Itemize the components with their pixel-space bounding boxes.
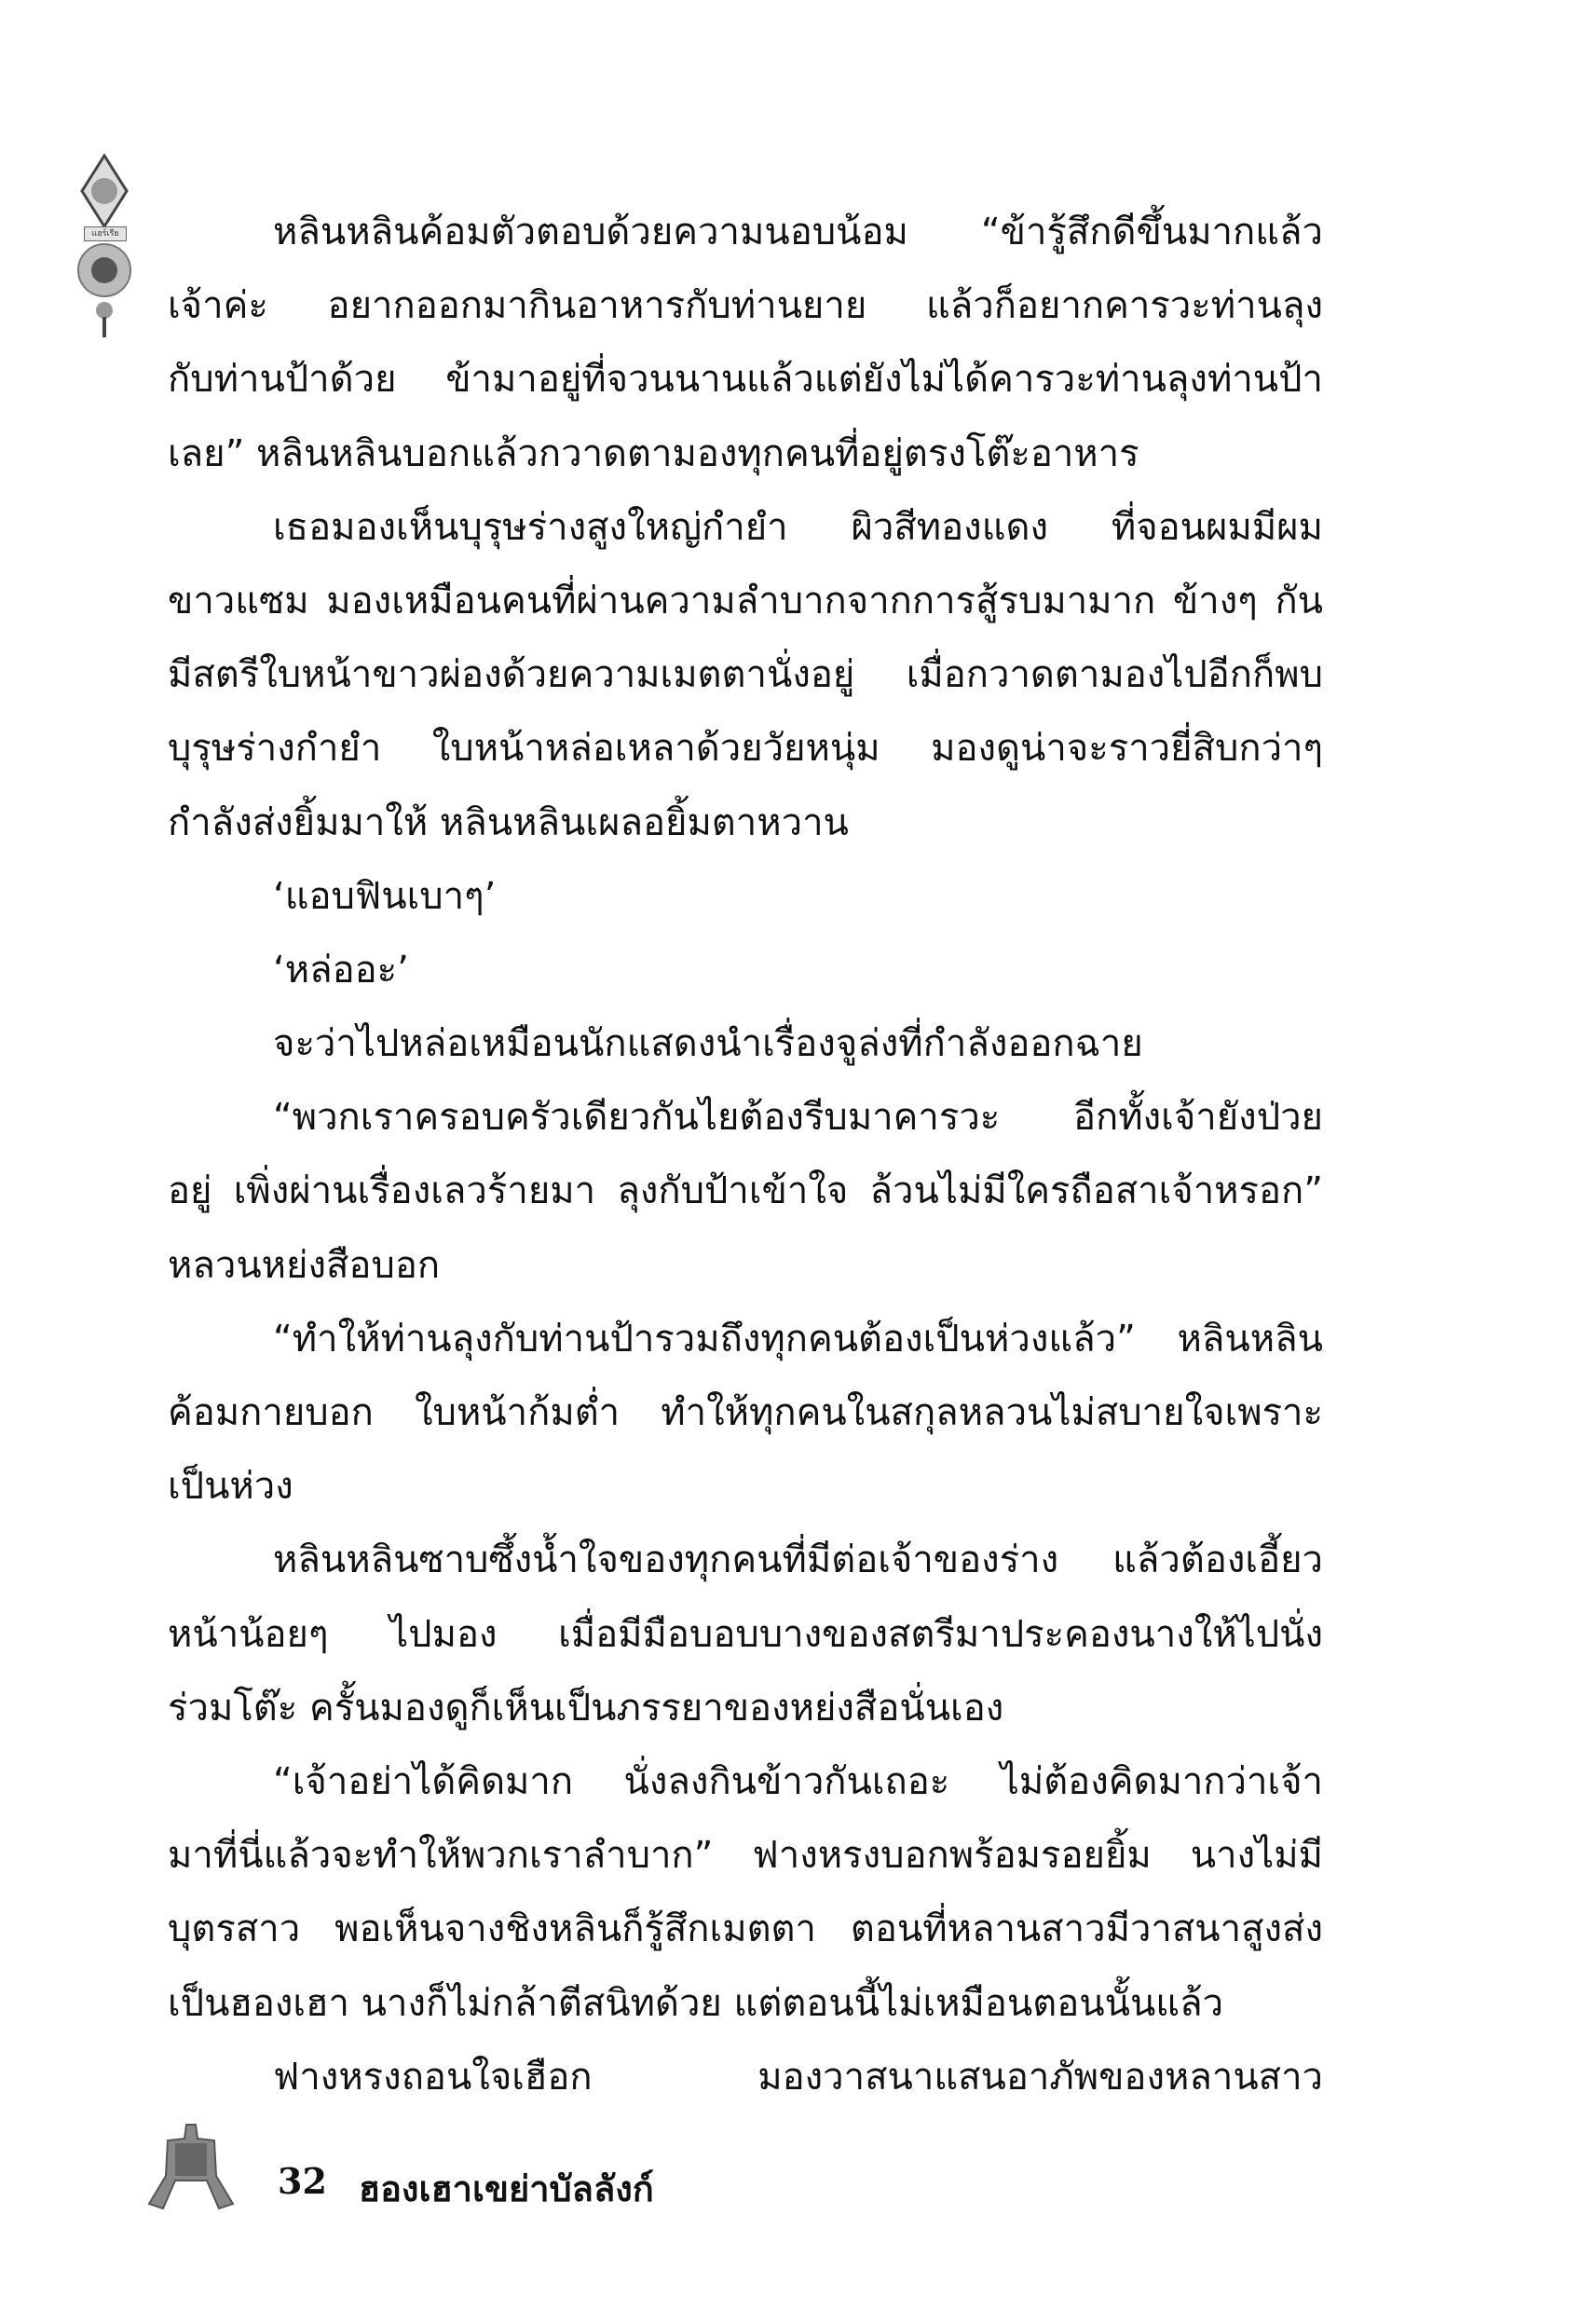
text-line: กำลังส่งยิ้มมาให้ หลินหลินเผลอยิ้มตาหวาน bbox=[168, 800, 849, 844]
text-line: บุรุษร่างกำยำ ใบหน้าหล่อเหลาด้วยวัยหนุ่ม มองดูน่าจะราวยี่สิบกว่าๆ bbox=[168, 727, 1323, 771]
text-line: มาที่นี่แล้วจะทำให้พวกเราลำบาก” ฟางหรงบอกพร้อมรอยยิ้ม นางไม่มี bbox=[168, 1834, 1323, 1878]
text-line: อยู่ เพิ่งผ่านเรื่องเลวร้ายมา ลุงกับป้าเข้าใจ ล้วนไม่มีใครถือสาเจ้าหรอก” bbox=[168, 1169, 1323, 1213]
text-line: หลินหลินซาบซึ้งน้ำใจของทุกคนที่มีต่อเจ้าของร่าง แล้วต้องเอี้ยว bbox=[273, 1538, 1323, 1582]
ornament-label: แฮร์เรีย bbox=[84, 226, 127, 241]
running-title: ฮองเฮาเขย่าบัลลังก์ bbox=[358, 2167, 654, 2209]
text-line: “พวกเราครอบครัวเดียวกันไยต้องรีบมาคารวะ อีกทั้งเจ้ายังป่วย bbox=[273, 1096, 1323, 1140]
text-line: เป็นห่วง bbox=[168, 1465, 293, 1509]
text-line: ขาวแซม มองเหมือนคนที่ผ่านความลำบากจากการสู้รบมามาก ข้างๆ กัน bbox=[168, 579, 1324, 622]
text-line: หลินหลินค้อมตัวตอบด้วยความนอบน้อม “ข้ารู้สึกดีขึ้นมากแล้ว bbox=[273, 211, 1323, 253]
text-line: มีสตรีใบหน้าขาวผ่องด้วยความเมตตานั่งอยู่ เมื่อกวาดตามองไปอีกก็พบ bbox=[168, 653, 1323, 697]
text-line: หลวนหย่งสือบอก bbox=[168, 1243, 441, 1287]
text-line: ฟางหรงถอนใจเฮือก มองวาสนาแสนอาภัพของหลานสาว bbox=[273, 2055, 1323, 2099]
text-line: เธอมองเห็นบุรุษร่างสูงใหญ่กำยำ ผิวสีทองแดง ที่จอนผมมีผม bbox=[273, 505, 1323, 549]
throne-ornament-icon bbox=[140, 2120, 242, 2213]
text-line: กับท่านป้าด้วย ข้ามาอยู่ที่จวนนานแล้วแต่ยังไม่ได้คารวะท่านลุงท่านป้า bbox=[168, 358, 1323, 402]
page-body-text bbox=[168, 196, 1323, 2114]
text-line: ‘แอบฟินเบาๆ’ bbox=[273, 874, 497, 918]
text-line: หน้าน้อยๆ ไปมอง เมื่อมีมือบอบบางของสตรีมาประคองนางให้ไปนั่ง bbox=[168, 1612, 1323, 1656]
text-line: ‘หล่ออะ’ bbox=[273, 948, 409, 991]
text-line: เจ้าค่ะ อยากออกมากินอาหารกับท่านยาย แล้วก็อยากคารวะท่านลุง bbox=[168, 284, 1323, 328]
text-line: “ทำให้ท่านลุงกับท่านป้ารวมถึงทุกคนต้องเป็นห่วงแล้ว” หลินหลิน bbox=[273, 1317, 1323, 1361]
text-line: ร่วมโต๊ะ ครั้นมองดูก็เห็นเป็นภรรยาของหย่งสือนั่นเอง bbox=[168, 1686, 1004, 1730]
page-footer bbox=[278, 2160, 654, 2217]
text-line: “เจ้าอย่าได้คิดมาก นั่งลงกินข้าวกันเถอะ ไม่ต้องคิดมากว่าเจ้า bbox=[273, 1759, 1323, 1803]
chapter-ornament-icon bbox=[67, 154, 142, 340]
text-line: บุตรสาว พอเห็นจางชิงหลินก็รู้สึกเมตตา ตอนที่หลานสาวมีวาสนาสูงส่ง bbox=[168, 1908, 1323, 1951]
text-line: ค้อมกายบอก ใบหน้าก้มต่ำ ทำให้ทุกคนในสกุลหลวนไม่สบายใจเพราะ bbox=[168, 1391, 1323, 1434]
page-number: 32 bbox=[278, 2160, 327, 2202]
text-line: จะว่าไปหล่อเหมือนนักแสดงนำเรื่องจูล่งที่กำลังออกฉาย bbox=[273, 1022, 1143, 1066]
text-line: เป็นฮองเฮา นางก็ไม่กล้าตีสนิทด้วย แต่ตอนนี้ไม่เหมือนตอนนั้นแล้ว bbox=[168, 1981, 1224, 2025]
text-line: เลย” หลินหลินบอกแล้วกวาดตามองทุกคนที่อยู่ตรงโต๊ะอาหาร bbox=[168, 431, 1139, 475]
